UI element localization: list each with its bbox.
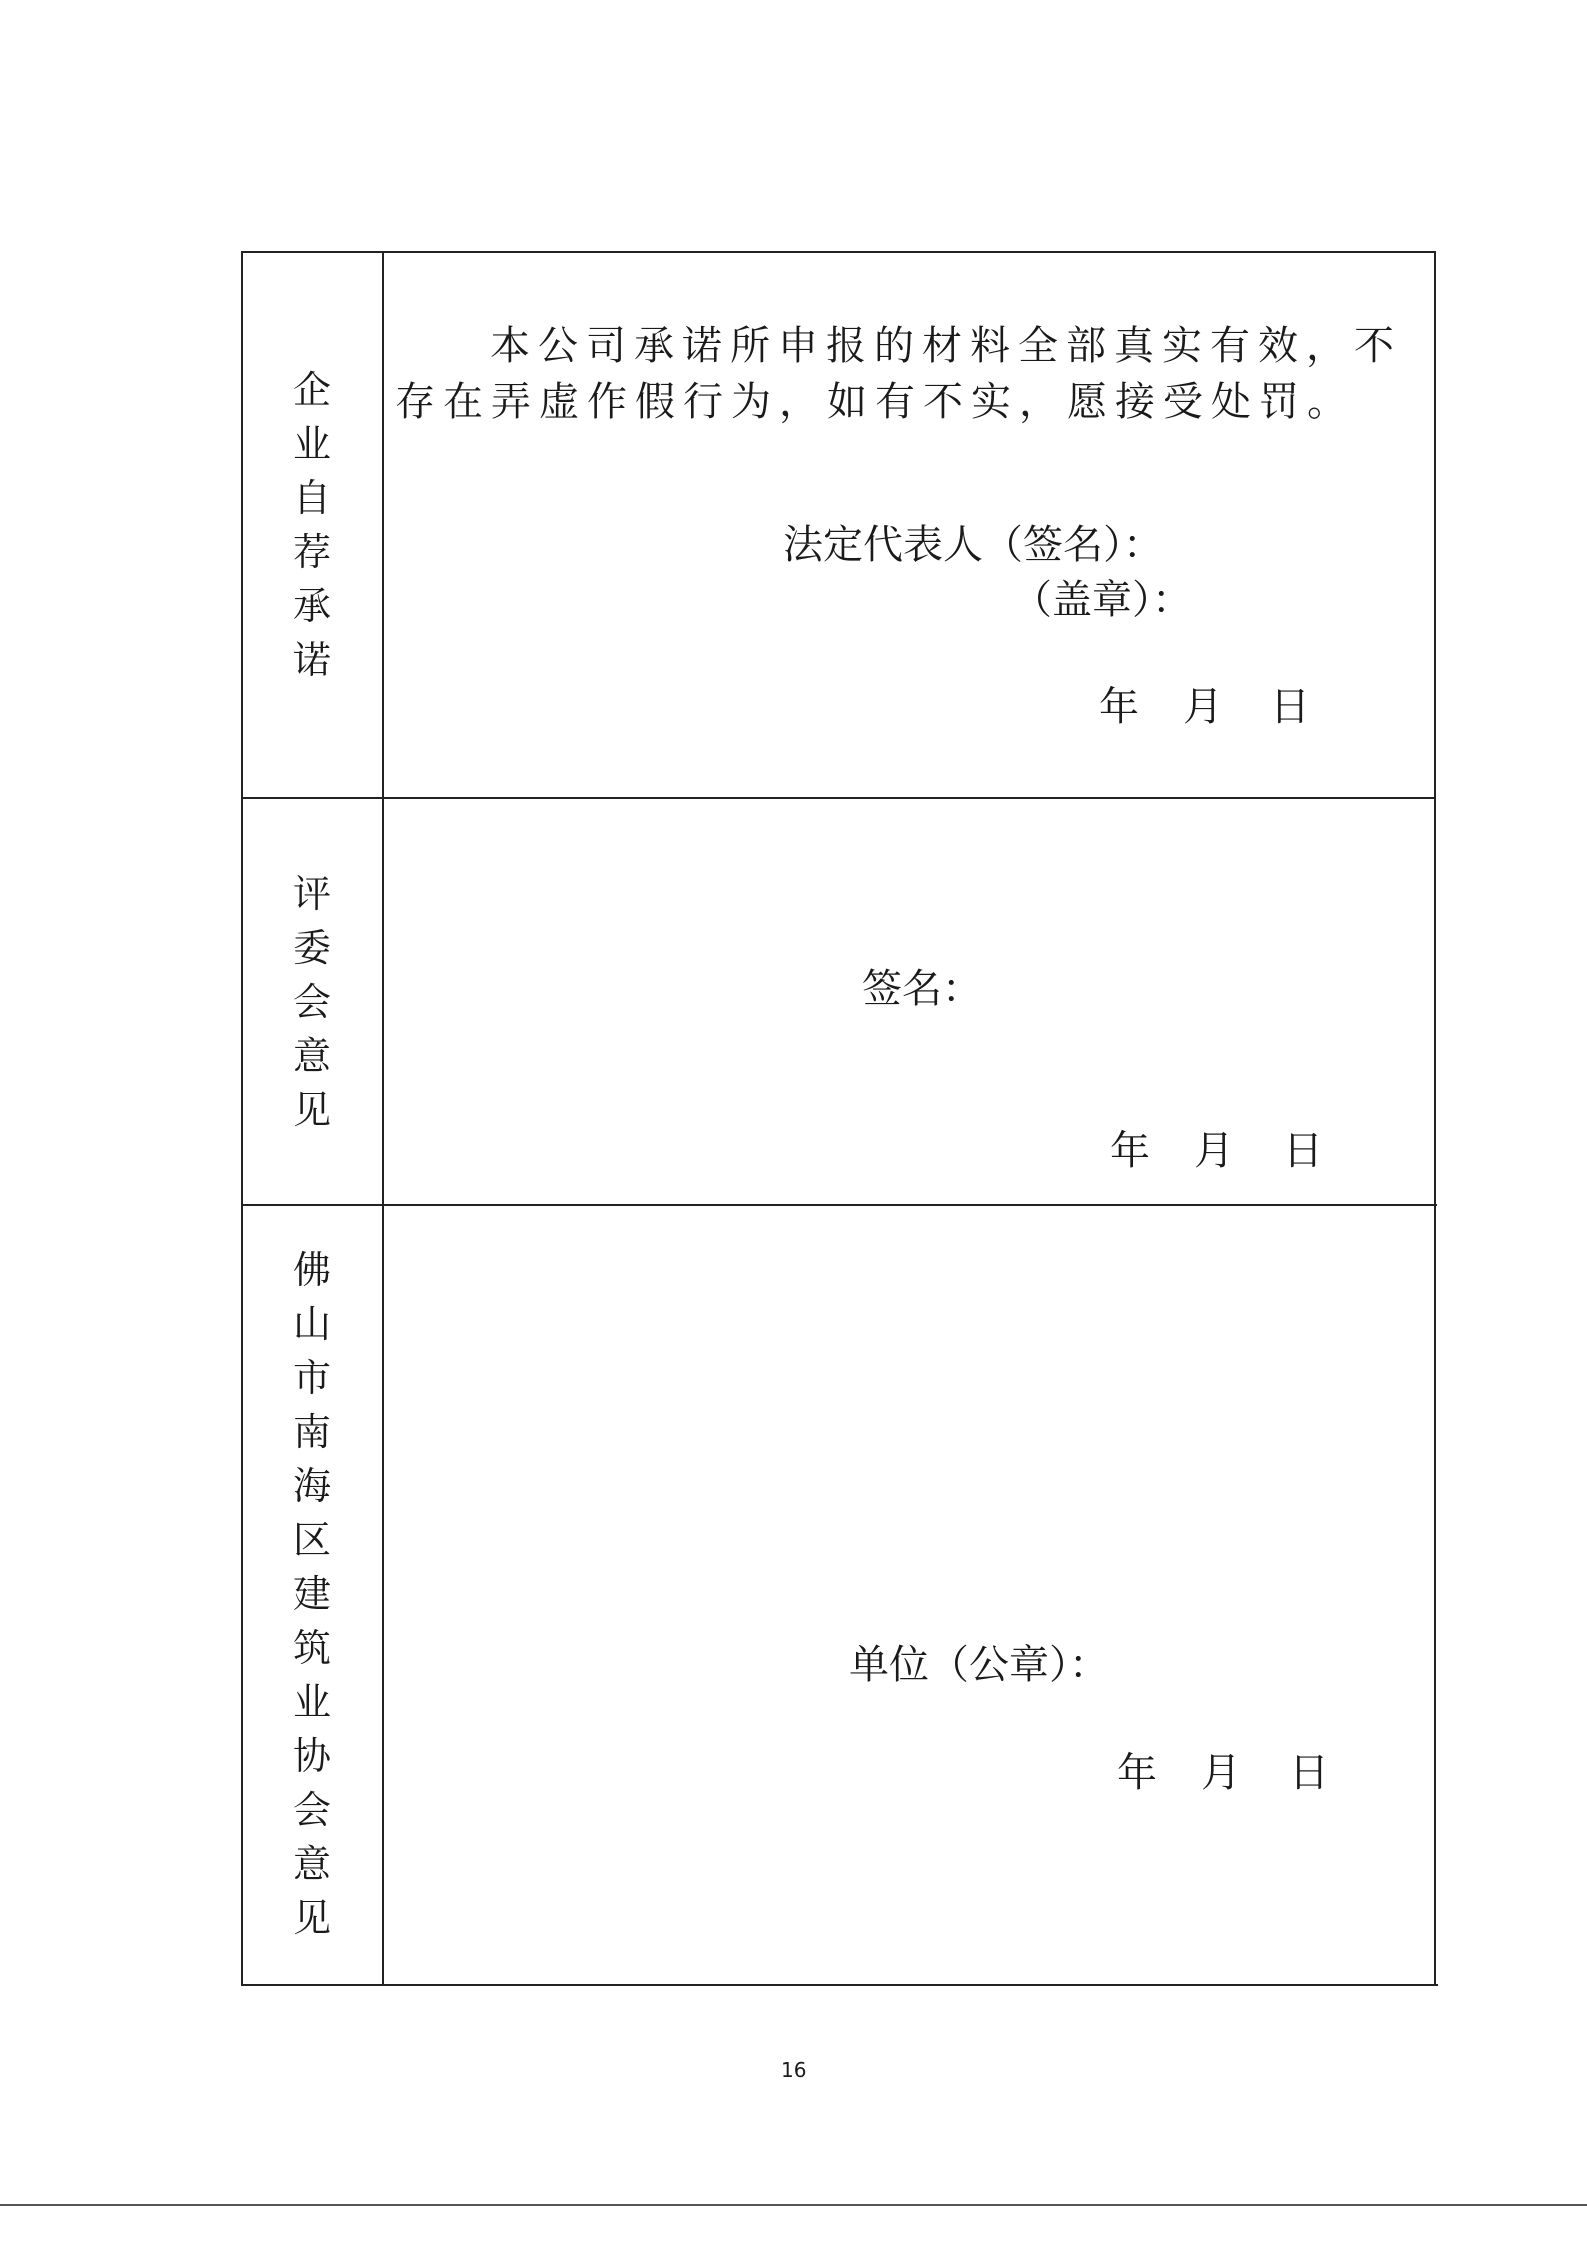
row-label-char: 荐 <box>292 530 331 574</box>
date-year: 年 <box>1117 1750 1157 1796</box>
row-label-char: 企 <box>292 368 331 412</box>
row-label-char: 山 <box>292 1302 331 1346</box>
row-label-char: 意 <box>292 1034 331 1078</box>
row-label-char: 意 <box>292 1842 331 1886</box>
row-label-char: 自 <box>292 476 331 520</box>
commitment-paragraph: 本公司承诺所申报的材料全部真实有效，不存在弄虚作假行为，如有不实，愿接受处罚。 <box>395 323 1402 425</box>
table-border-right <box>1434 251 1436 1986</box>
row-divider-1 <box>241 797 1436 799</box>
table-border-bottom <box>243 1984 1438 1986</box>
row-label-char: 评 <box>292 872 331 916</box>
date-day: 日 <box>1289 1750 1329 1796</box>
row-label-char: 诺 <box>292 638 331 682</box>
row-label-char: 会 <box>292 1788 331 1832</box>
date-year: 年 <box>1110 1128 1150 1174</box>
scan-edge-line <box>0 2204 1587 2206</box>
row-label-char: 筑 <box>292 1626 331 1670</box>
table-border-top <box>241 251 1436 253</box>
row-label-char: 会 <box>292 980 331 1024</box>
date-month: 月 <box>1201 1750 1241 1796</box>
row-label-char: 市 <box>292 1356 331 1400</box>
date-year: 年 <box>1099 684 1139 730</box>
row-label-char: 区 <box>292 1518 331 1562</box>
legal-representative-signature-label: 法定代表人（签名）： <box>783 522 1163 568</box>
date-day: 日 <box>1270 684 1310 730</box>
date-month: 月 <box>1194 1128 1234 1174</box>
table-border-left <box>241 251 243 1986</box>
row-label-char: 见 <box>292 1088 331 1132</box>
row-label-char: 委 <box>292 926 331 970</box>
row-label-char: 业 <box>292 1680 331 1724</box>
committee-signature-label: 签名： <box>862 966 982 1012</box>
row-label-char: 南 <box>292 1410 331 1454</box>
row-label-char: 建 <box>292 1572 331 1616</box>
unit-seal-label: 单位（公章）： <box>849 1642 1109 1688</box>
date-month: 月 <box>1183 684 1223 730</box>
row-label-char: 海 <box>292 1464 331 1508</box>
date-day: 日 <box>1283 1128 1323 1174</box>
column-divider <box>382 251 384 1986</box>
row-label-char: 见 <box>292 1896 331 1940</box>
row-divider-2 <box>242 1204 1437 1206</box>
page-number: 16 <box>781 2058 807 2082</box>
row-label-char: 业 <box>292 422 331 466</box>
seal-label: （盖章）： <box>1012 577 1192 623</box>
row-label-char: 协 <box>292 1734 331 1778</box>
row-label-char: 佛 <box>292 1248 331 1292</box>
row-label-char: 承 <box>292 584 331 628</box>
